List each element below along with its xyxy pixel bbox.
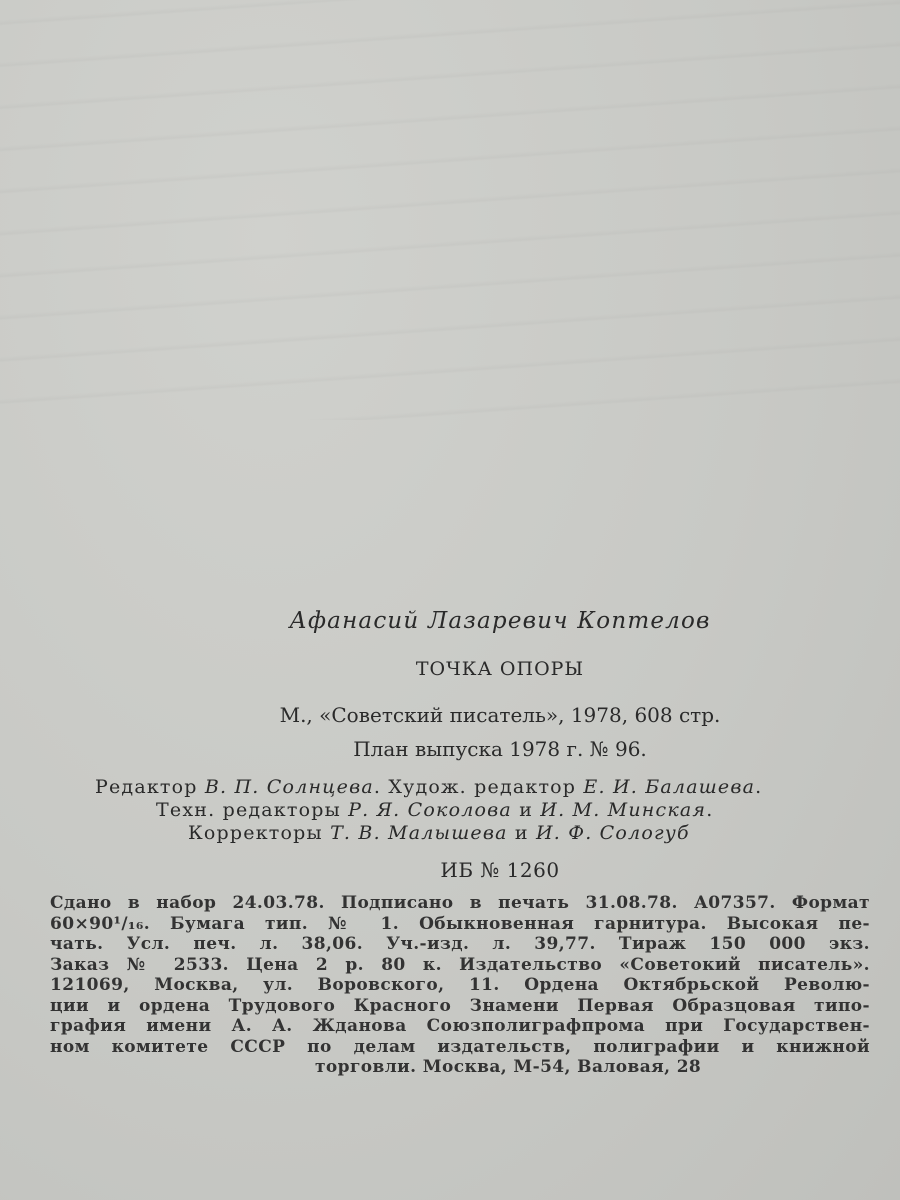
imprint-line: Заказ № 2533. Цена 2 р. 80 к. Издательство «Советокий писатель».: [50, 954, 870, 975]
tech-editors-label: Техн. редакторы: [156, 799, 349, 821]
imprint-line: 60×90¹/₁₆. Бумага тип. № 1. Обыкновенная гарнитура. Высокая пе-: [50, 913, 870, 934]
ib-number: ИБ № 1260: [440, 858, 560, 882]
imprint-line: чать. Усл. печ. л. 38,06. Уч.-изд. л. 39,77. Тираж 150 000 экз.: [50, 934, 870, 954]
author-name: Афанасий Лазаревич Коптелов: [289, 608, 711, 634]
release-plan: План выпуска 1978 г. № 96.: [353, 737, 647, 761]
conjunction: и: [511, 799, 541, 821]
imprint-line: ции и ордена Трудового Красного Знамени Первая Образцовая типо-: [50, 995, 870, 1016]
book-title: ТОЧКА ОПОРЫ: [415, 658, 585, 680]
publication-info: М., «Советский писатель», 1978, 608 стр.: [279, 703, 721, 727]
credits-proofreaders-line: [50, 822, 890, 845]
credits: [50, 776, 890, 845]
imprint-line: ном комитете СССР по делам издательств, полиграфии и книжной: [50, 1036, 870, 1057]
proofreader-name-2: И. Ф. Сологуб: [535, 822, 690, 844]
credits-period: .: [755, 776, 763, 798]
colophon: [50, 600, 890, 1078]
editor-label: Редактор: [95, 776, 205, 798]
imprint-line: Сдано в набор 24.03.78. Подписано в печать 31.08.78. А07357. Формат: [50, 893, 870, 913]
credits-period: .: [706, 799, 714, 821]
tech-editor-name-2: И. М. Минская: [540, 799, 707, 821]
imprint-line: торговли. Москва, М-54, Валовая, 28: [315, 1057, 702, 1077]
bleed-through-texture: [0, 0, 900, 420]
conjunction: и: [507, 822, 536, 844]
editor-name: В. П. Солнцева: [204, 776, 374, 798]
art-editor-label: . Худож. редактор: [373, 776, 584, 798]
proofreaders-label: Корректоры: [188, 822, 331, 844]
art-editor-name: Е. И. Балашева: [583, 776, 756, 798]
credits-tech-editors-line: [50, 799, 890, 822]
imprint-line: графия имени А. А. Жданова Союзполиграфпрома при Государствен-: [50, 1016, 870, 1036]
credits-editors-line: [50, 776, 890, 799]
proofreader-name-1: Т. В. Малышева: [330, 822, 508, 844]
imprint-block: [50, 893, 890, 1078]
imprint-line: 121069, Москва, ул. Воровского, 11. Ордена Октябрьской Револю-: [50, 975, 870, 995]
tech-editor-name-1: Р. Я. Соколова: [348, 799, 512, 821]
